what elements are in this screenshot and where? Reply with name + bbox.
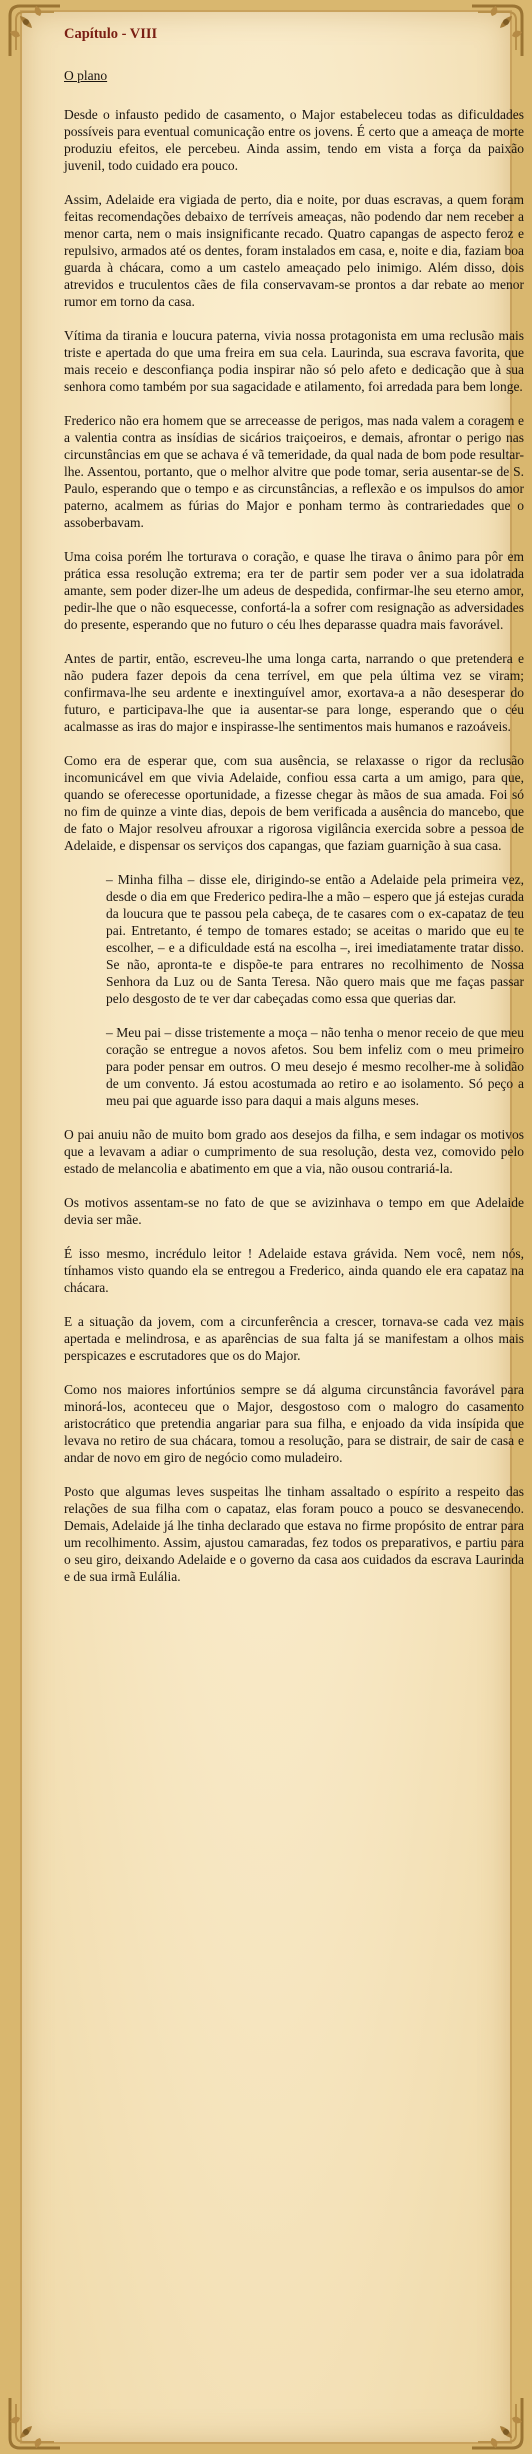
corner-ornament-icon [6, 2, 64, 60]
dialogue-quote: – Meu pai – disse tristemente a moça – não tenha o menor receio de que meu coração se entregue a novos afetos. Sou bem infeliz com o meu primeiro para poder pensar em outros. O meu desejo é mesmo recolher-me à solidão de um convento. Já estou acostumada ao retiro e ao isolamento. Só peço a meu pai que aguarde isso para daqui a mais alguns meses. [106, 1025, 524, 1108]
section-title: O plano [64, 68, 108, 83]
chapter-title: Capítulo - VIII [64, 26, 158, 42]
paragraph: Desde o infausto pedido de casamento, o Major estabeleceu todas as dificuldades possíveis para eventual comunicação entre os jovens. É certo que a ameaça de morte produziu efeitos, ele percebeu. Ainda assim, tendo em vista a força da paixão juvenil, todo cuidado era pouco. [64, 107, 524, 173]
paragraph: O pai anuiu não de muito bom grado aos desejos da filha, e sem indagar os motivos que a levavam a adiar o cumprimento de sua resolução, desta vez, comovido pelo estado de melancolia e abatimento em que a via, não ousou contrariá-la. [64, 1127, 524, 1176]
paragraph: Antes de partir, então, escreveu-lhe uma longa carta, narrando o que pretendera e não pudera fazer depois da cena terrível, em que pela última vez se viram; confirmava-lhe seu ardente e inextinguível amor, exortava-a a não desesperar do futuro, e participava-lhe que ia ausentar-se para longe, esperando que o céu acalmasse as iras do major e inspirasse-lhe sentimentos mais humanos e razoáveis. [64, 651, 524, 734]
corner-ornament-icon [6, 2394, 64, 2452]
paragraph: Os motivos assentam-se no fato de que se avizinhava o tempo em que Adelaide devia ser mãe. [64, 1195, 524, 1227]
corner-ornament-icon [468, 2394, 526, 2452]
paragraph: Uma coisa porém lhe torturava o coração, e quase lhe tirava o ânimo para pôr em prática essa resolução extrema; era ter de partir sem poder ver a sua idolatrada amante, sem poder dizer-lhe um adeus de despedida, confirmar-lhe seu eterno amor, pedir-lhe que o não esquecesse, confortá-la a sofrer com resignação as adversidades do presente, esperando que no futuro o céu lhes deparasse quadra mais favorável. [64, 549, 524, 632]
paragraph: Frederico não era homem que se arreceasse de perigos, mas nada valem a coragem e a valentia contra as insídias de sicários traiçoeiros, e demais, afrontar o perigo nas circunstâncias em que se achava é vã temeridade, da qual nada de bom pode resultar-lhe. Assentou, portanto, que o melhor alvitre que pode tomar, seria ausentar-se de S. Paulo, esperando que o tempo e as circunstâncias, a reflexão e os impulsos do amor paterno, acalmem as fúrias do Major e ponham termo às contrariedades que o assoberbavam. [64, 413, 524, 530]
paragraph: Vítima da tirania e loucura paterna, vivia nossa protagonista em uma reclusão mais triste e apertada do que uma freira em sua cela. Laurinda, sua escrava favorita, que mais receio e desconfiança podia inspirar não só pelo afeto e dedicação que à sua senhora como também por sua sagacidade e atilamento, foi arredada para bem longe. [64, 328, 524, 394]
chapter-content [64, 26, 524, 1602]
dialogue-quote: – Minha filha – disse ele, dirigindo-se então a Adelaide pela primeira vez, desde o dia em que Frederico pedira-lhe a mão – espero que já estejas curada da loucura que te passou pela cabeça, de te casares com o ex-capataz de teu pai. Entretanto, é tempo de tomares estado; se aceitas o marido que eu te escolher, – e a dificuldade está na escolha –, irei imediatamente tratar disso. Se não, apronta-te e dispõe-te para entrares no recolhimento de Nossa Senhora da Luz ou de Santa Teresa. Não quero mais que me faças passar pelo desgosto de te ver dar cabeçadas como essa que querias dar. [106, 872, 524, 1006]
paragraph: E a situação da jovem, com a circunferência a crescer, tornava-se cada vez mais apertada e melindrosa, e as aparências de sua falta já se manifestam a olhos mais perspicazes e escrutadores que os do Major. [64, 1314, 524, 1363]
paragraph: É isso mesmo, incrédulo leitor ! Adelaide estava grávida. Nem você, nem nós, tínhamos visto quando ela se entregou a Frederico, ainda quando ele era capataz na chácara. [64, 1246, 524, 1295]
paragraph: Assim, Adelaide era vigiada de perto, dia e noite, por duas escravas, a quem foram feitas recomendações debaixo de terríveis ameaças, não podendo dar nem receber a menor carta, nem o mais insignificante recado. Quatro capangas de aspecto feroz e repulsivo, armados até os dentes, foram instalados em casa, e, noite e dia, faziam boa guarda à chácara, como a um castelo ameaçado pelo inimigo. Além disso, dois atrevidos e truculentos cães de fila conservavam-se prontos a dar rebate ao menor rumor em torno da casa. [64, 192, 524, 309]
paragraph: Como era de esperar que, com sua ausência, se relaxasse o rigor da reclusão incomunicável em que vivia Adelaide, confiou essa carta a um amigo, para que, quando se oferecesse oportunidade, a fizesse chegar às mãos de sua amada. Foi só no fim de quinze a vinte dias, depois de bem verificada a ausência do mancebo, que de fato o Major resolveu afrouxar a rigorosa vigilância exercida sobre a pessoa de Adelaide, e dispensar os serviços dos capangas, que faziam guarnição à sua casa. [64, 753, 524, 853]
paragraph: Posto que algumas leves suspeitas lhe tinham assaltado o espírito a respeito das relações de sua filha com o capataz, elas foram pouco a pouco se desvanecendo. Demais, Adelaide já lhe tinha declarado que estava no firme propósito de entrar para um recolhimento. Assim, ajustou camaradas, fez todos os preparativos, e partiu para o seu giro, deixando Adelaide e o governo da casa aos cuidados da escrava Laurinda e de sua irmã Eulália. [64, 1484, 524, 1584]
paragraph: Como nos maiores infortúnios sempre se dá alguma circunstância favorável para minorá-los, aconteceu que o Major, desgostoso com o malogro do casamento aristocrático que pretendia angariar para sua filha, e enjoado da vida insípida que levava no retiro de sua chácara, tomou a resolução, para se distrair, de sair de casa e andar de novo em giro de negócio como muladeiro. [64, 1382, 524, 1465]
